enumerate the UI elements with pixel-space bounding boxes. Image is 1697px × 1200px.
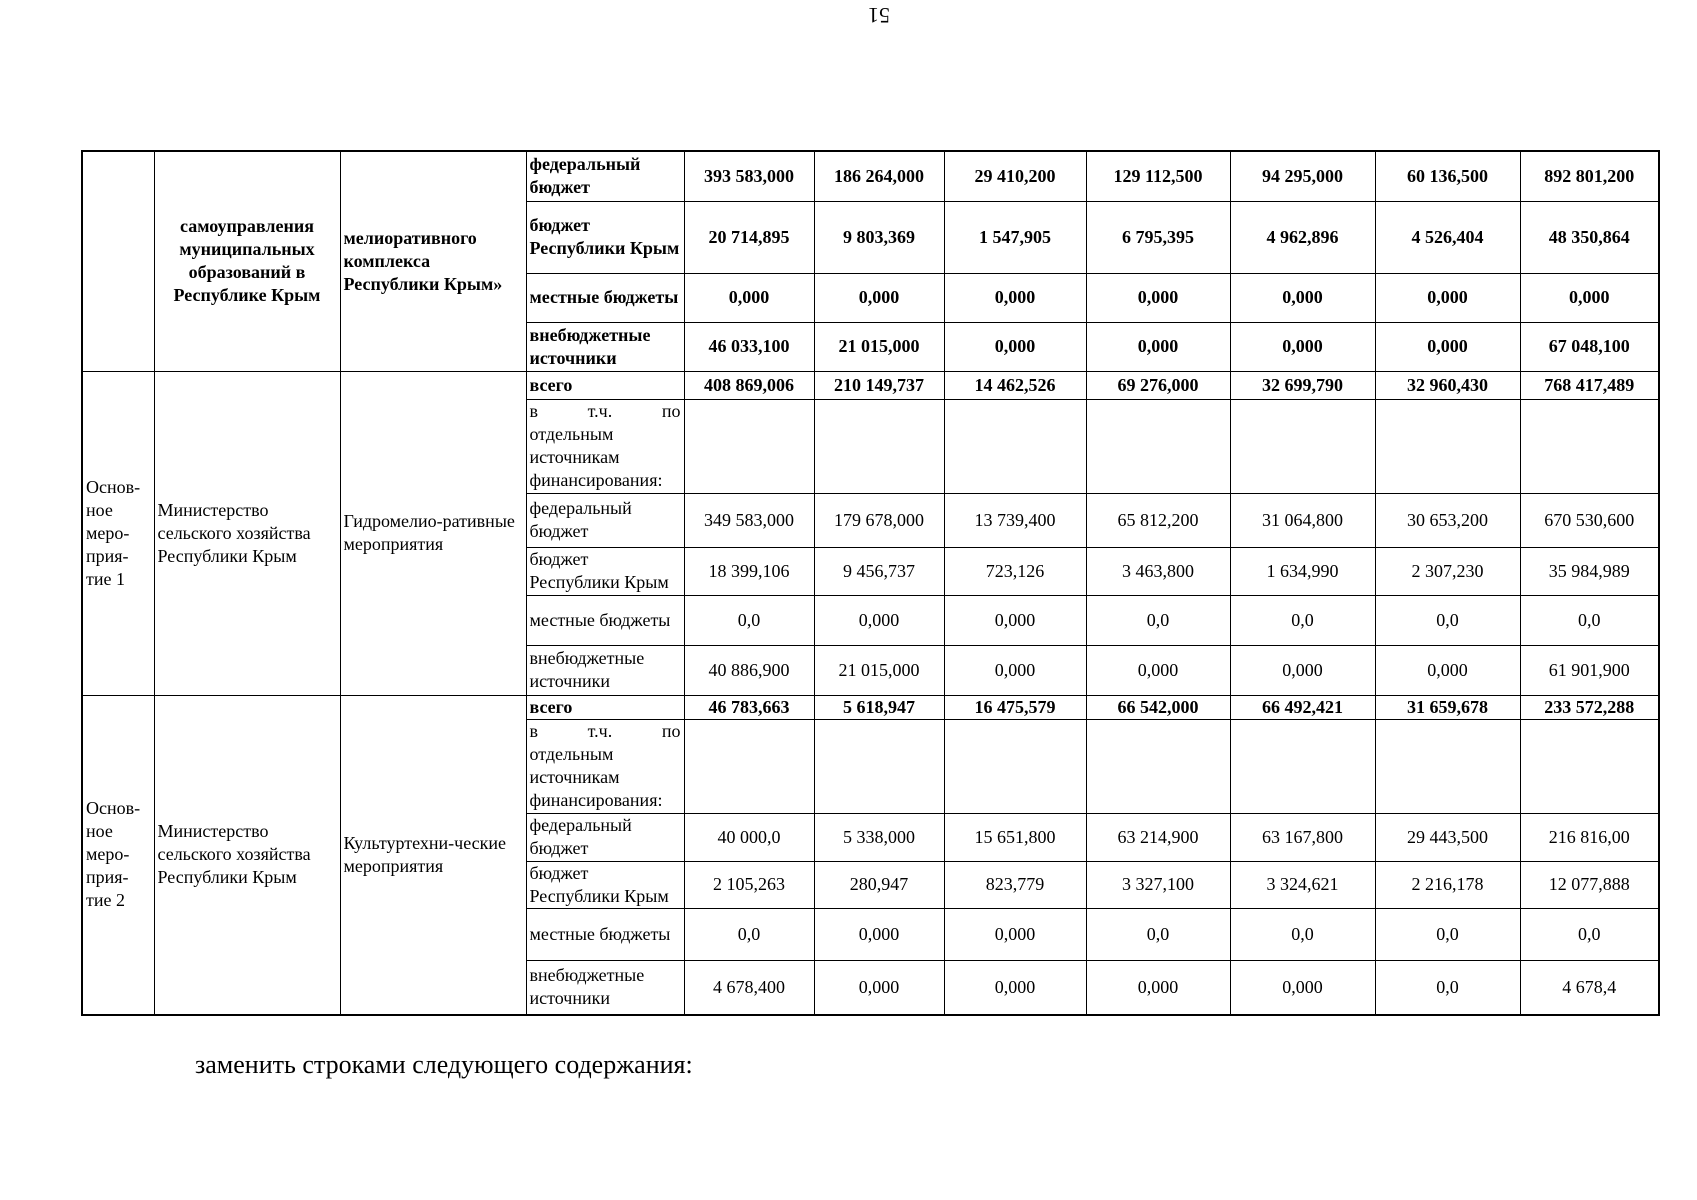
value-cell: 0,000	[944, 645, 1086, 695]
empty-cell	[684, 399, 814, 493]
empty-cell	[1520, 399, 1659, 493]
value-cell: 1 547,905	[944, 201, 1086, 273]
value-cell: 0,000	[1230, 645, 1375, 695]
including-label: в т.ч. по отдельным источникам финансирования:	[526, 719, 684, 813]
value-cell: 0,0	[1086, 908, 1230, 960]
block2-program: Гидромелио-ративные мероприятия	[340, 371, 526, 695]
source-label: бюджет Республики Крым	[526, 201, 684, 273]
empty-cell	[1086, 399, 1230, 493]
empty-cell	[684, 719, 814, 813]
value-cell: 393 583,000	[684, 151, 814, 201]
value-cell: 3 463,800	[1086, 547, 1230, 595]
empty-cell	[814, 399, 944, 493]
value-cell: 5 338,000	[814, 813, 944, 861]
value-cell: 31 064,800	[1230, 493, 1375, 547]
value-cell: 18 399,106	[684, 547, 814, 595]
value-cell: 0,000	[1230, 273, 1375, 322]
value-cell: 0,0	[1520, 595, 1659, 645]
value-cell: 0,000	[944, 908, 1086, 960]
total-value: 66 492,421	[1230, 695, 1375, 719]
value-cell: 0,000	[1086, 322, 1230, 371]
value-cell: 35 984,989	[1520, 547, 1659, 595]
value-cell: 0,0	[1375, 960, 1520, 1015]
empty-cell	[944, 719, 1086, 813]
source-label: местные бюджеты	[526, 908, 684, 960]
empty-cell	[1375, 719, 1520, 813]
block1-col1-cell	[82, 151, 154, 371]
value-cell: 30 653,200	[1375, 493, 1520, 547]
value-cell: 0,0	[1520, 908, 1659, 960]
value-cell: 21 015,000	[814, 645, 944, 695]
value-cell: 0,000	[814, 960, 944, 1015]
value-cell: 15 651,800	[944, 813, 1086, 861]
value-cell: 0,000	[1086, 273, 1230, 322]
total-value: 408 869,006	[684, 371, 814, 399]
value-cell: 2 216,178	[1375, 861, 1520, 908]
value-cell: 0,000	[1375, 273, 1520, 322]
value-cell: 0,000	[944, 960, 1086, 1015]
value-cell: 670 530,600	[1520, 493, 1659, 547]
total-value: 32 699,790	[1230, 371, 1375, 399]
value-cell: 40 886,900	[684, 645, 814, 695]
value-cell: 94 295,000	[1230, 151, 1375, 201]
block2-responsible: Министерство сельского хозяйства Республики Крым	[154, 371, 340, 695]
total-value: 32 960,430	[1375, 371, 1520, 399]
block2-activity: Основ-ное меро-прия-тие 1	[82, 371, 154, 695]
table-row	[82, 371, 1659, 399]
value-cell: 4 678,400	[684, 960, 814, 1015]
value-cell: 63 214,900	[1086, 813, 1230, 861]
value-cell: 0,000	[814, 908, 944, 960]
value-cell: 48 350,864	[1520, 201, 1659, 273]
empty-cell	[1230, 399, 1375, 493]
value-cell: 9 456,737	[814, 547, 944, 595]
table-row	[82, 695, 1659, 719]
block3-responsible: Министерство сельского хозяйства Республики Крым	[154, 695, 340, 1015]
value-cell: 0,000	[1520, 273, 1659, 322]
value-cell: 723,126	[944, 547, 1086, 595]
budget-table	[81, 150, 1660, 1016]
value-cell: 63 167,800	[1230, 813, 1375, 861]
value-cell: 4 526,404	[1375, 201, 1520, 273]
value-cell: 20 714,895	[684, 201, 814, 273]
empty-cell	[1086, 719, 1230, 813]
block3-program: Культуртехни-ческие мероприятия	[340, 695, 526, 1015]
value-cell: 9 803,369	[814, 201, 944, 273]
value-cell: 0,0	[1230, 908, 1375, 960]
value-cell: 0,000	[684, 273, 814, 322]
value-cell: 892 801,200	[1520, 151, 1659, 201]
total-value: 46 783,663	[684, 695, 814, 719]
value-cell: 0,0	[684, 908, 814, 960]
value-cell: 186 264,000	[814, 151, 944, 201]
source-label: местные бюджеты	[526, 273, 684, 322]
value-cell: 0,0	[1375, 908, 1520, 960]
value-cell: 4 962,896	[1230, 201, 1375, 273]
value-cell: 0,000	[1230, 960, 1375, 1015]
value-cell: 13 739,400	[944, 493, 1086, 547]
value-cell: 0,0	[1375, 595, 1520, 645]
value-cell: 0,000	[1086, 960, 1230, 1015]
including-label: в т.ч. по отдельным источникам финансирования:	[526, 399, 684, 493]
value-cell: 0,000	[1375, 322, 1520, 371]
value-cell: 129 112,500	[1086, 151, 1230, 201]
source-label: федеральный бюджет	[526, 813, 684, 861]
value-cell: 0,000	[1230, 322, 1375, 371]
total-value: 5 618,947	[814, 695, 944, 719]
value-cell: 2 307,230	[1375, 547, 1520, 595]
value-cell: 0,000	[944, 595, 1086, 645]
total-value: 233 572,288	[1520, 695, 1659, 719]
source-label: местные бюджеты	[526, 595, 684, 645]
value-cell: 823,779	[944, 861, 1086, 908]
value-cell: 46 033,100	[684, 322, 814, 371]
source-label: бюджет Республики Крым	[526, 547, 684, 595]
value-cell: 2 105,263	[684, 861, 814, 908]
value-cell: 0,000	[1375, 645, 1520, 695]
page-number: 51	[868, 3, 890, 28]
table-row	[82, 151, 1659, 201]
source-label: бюджет Республики Крым	[526, 861, 684, 908]
value-cell: 67 048,100	[1520, 322, 1659, 371]
total-value: 31 659,678	[1375, 695, 1520, 719]
total-value: 14 462,526	[944, 371, 1086, 399]
source-label: федеральный бюджет	[526, 151, 684, 201]
value-cell: 0,0	[684, 595, 814, 645]
value-cell: 179 678,000	[814, 493, 944, 547]
total-value: 210 149,737	[814, 371, 944, 399]
empty-cell	[1230, 719, 1375, 813]
value-cell: 216 816,00	[1520, 813, 1659, 861]
total-value: 66 542,000	[1086, 695, 1230, 719]
value-cell: 21 015,000	[814, 322, 944, 371]
source-label: федеральный бюджет	[526, 493, 684, 547]
replacement-note: заменить строками следующего содержания:	[195, 1050, 693, 1079]
value-cell: 0,0	[1086, 595, 1230, 645]
empty-cell	[1520, 719, 1659, 813]
block1-responsible: самоуправления муниципальных образований в Республике Крым	[154, 151, 340, 371]
total-value: 768 417,489	[1520, 371, 1659, 399]
value-cell: 61 901,900	[1520, 645, 1659, 695]
value-cell: 3 327,100	[1086, 861, 1230, 908]
empty-cell	[814, 719, 944, 813]
value-cell: 349 583,000	[684, 493, 814, 547]
value-cell: 29 443,500	[1375, 813, 1520, 861]
value-cell: 0,000	[814, 595, 944, 645]
value-cell: 0,0	[1230, 595, 1375, 645]
value-cell: 1 634,990	[1230, 547, 1375, 595]
value-cell: 0,000	[944, 273, 1086, 322]
value-cell: 12 077,888	[1520, 861, 1659, 908]
value-cell: 0,000	[1086, 645, 1230, 695]
source-label: внебюджетные источники	[526, 645, 684, 695]
value-cell: 29 410,200	[944, 151, 1086, 201]
value-cell: 60 136,500	[1375, 151, 1520, 201]
block1-program: мелиоративного комплекса Республики Крым»	[340, 151, 526, 371]
value-cell: 4 678,4	[1520, 960, 1659, 1015]
total-value: 69 276,000	[1086, 371, 1230, 399]
source-label: внебюджетные источники	[526, 322, 684, 371]
block3-activity: Основ-ное меро-прия-тие 2	[82, 695, 154, 1015]
total-label: всего	[526, 695, 684, 719]
value-cell: 3 324,621	[1230, 861, 1375, 908]
value-cell: 0,000	[944, 322, 1086, 371]
value-cell: 0,000	[814, 273, 944, 322]
source-label: внебюджетные источники	[526, 960, 684, 1015]
total-value: 16 475,579	[944, 695, 1086, 719]
value-cell: 65 812,200	[1086, 493, 1230, 547]
empty-cell	[1375, 399, 1520, 493]
empty-cell	[944, 399, 1086, 493]
value-cell: 280,947	[814, 861, 944, 908]
total-label: всего	[526, 371, 684, 399]
value-cell: 6 795,395	[1086, 201, 1230, 273]
value-cell: 40 000,0	[684, 813, 814, 861]
